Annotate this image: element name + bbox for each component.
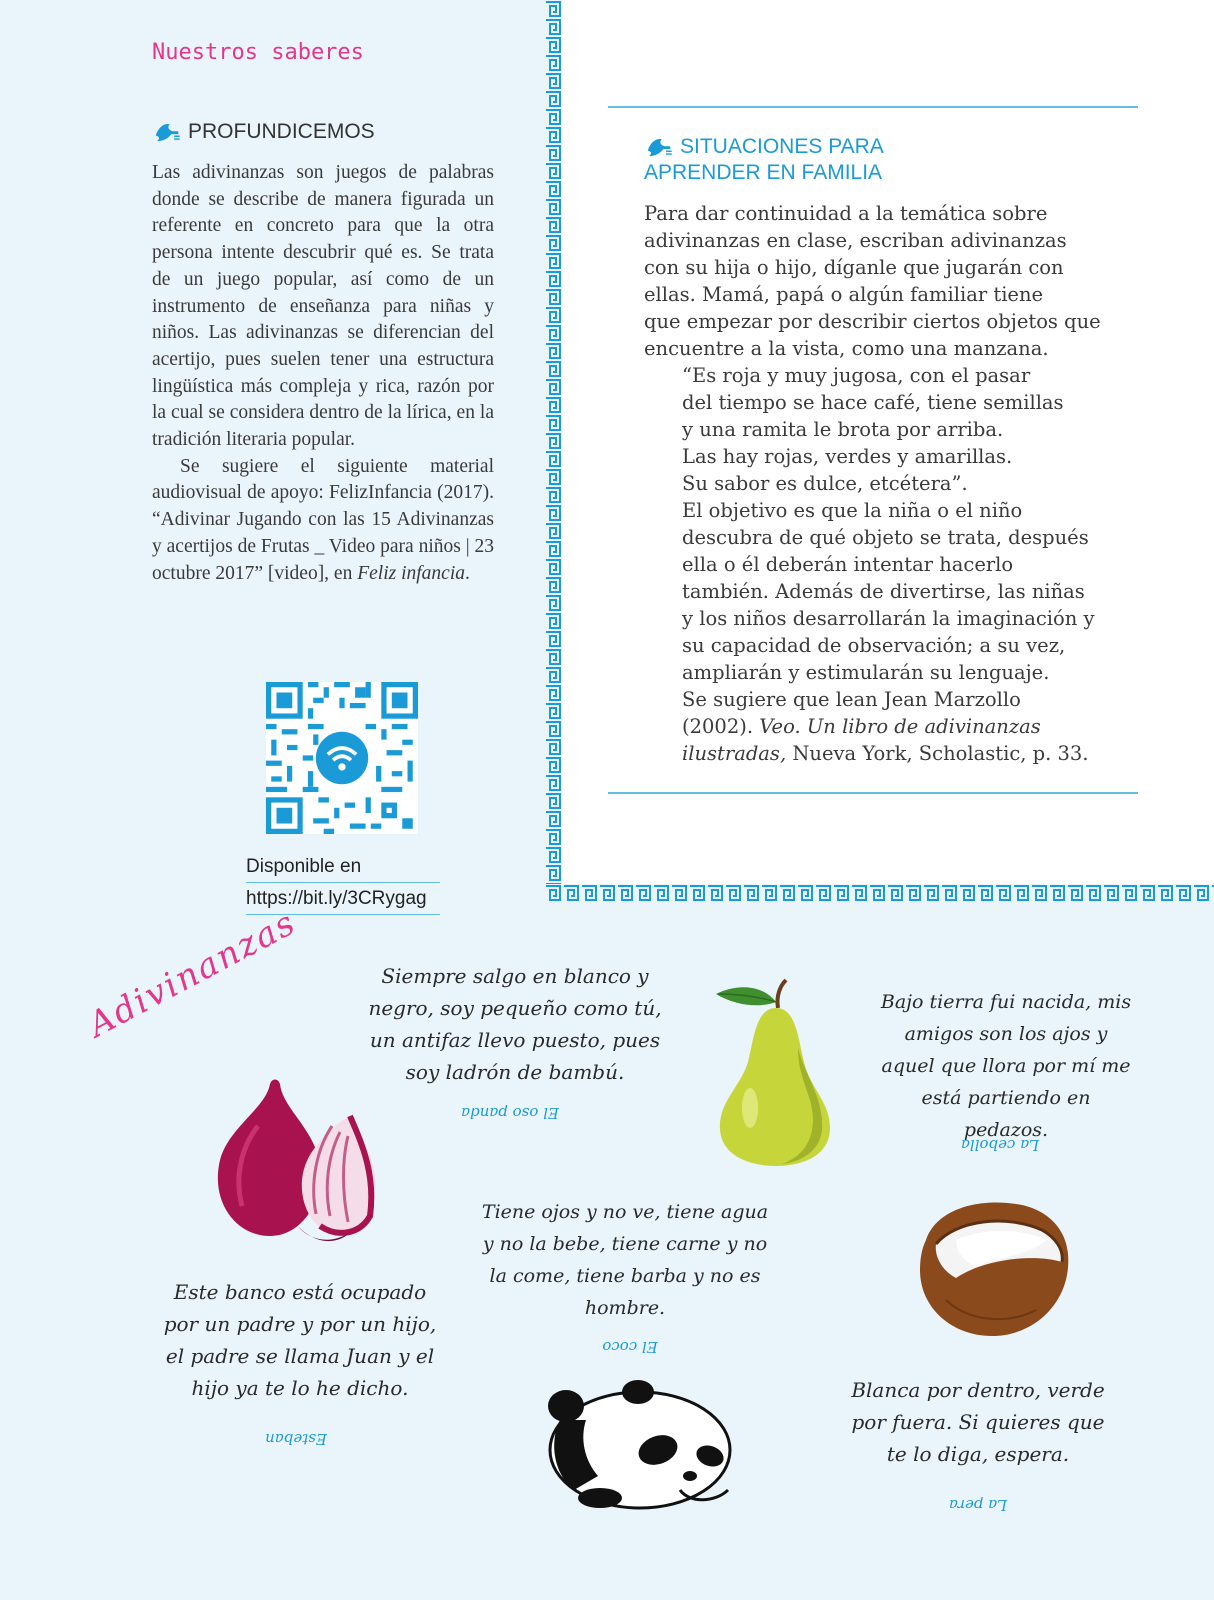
riddle-panda-text: Siempre salgo en blanco y negro, soy pequeño como tú, un antifaz llevo puesto, pues soy ladrón de bambú. [368, 964, 662, 1084]
family-bottom-divider [608, 792, 1138, 794]
riddle-esteban-text: Este banco está ocupado por un padre y por un hijo, el padre se llama Juan y el hijo ya te lo he dicho. [163, 1280, 437, 1400]
riddle-panda-answer: El oso panda [461, 1104, 559, 1122]
riddle-coconut-answer: El coco [602, 1338, 658, 1356]
family-heading [644, 134, 884, 160]
bird-icon [152, 120, 182, 144]
family-paragraph-3: El objetivo es que la niña o el niño descubra de qué objeto se trata, después ella o él deberán intentar hacerlo también. Además de divertirse, las niñas y los niños desarrollarán la imaginación y su capacidad de observación; a su vez, ampliarán y estimularán su lenguaje. [682, 499, 1095, 684]
riddle-coconut-text: Tiene ojos y no ve, tiene agua y no la bebe, tiene carne y no la come, tiene barba y no es hombre. [481, 1201, 769, 1319]
section-label: Nuestros saberes [152, 40, 364, 65]
bird-icon [644, 135, 674, 159]
available-label: Disponible en [246, 856, 362, 877]
riddle-pear-answer: La pera [948, 1496, 1008, 1514]
available-url[interactable]: https://bit.ly/3CRygag [246, 888, 427, 909]
panda-illustration [540, 1380, 750, 1510]
greek-key-border-horizontal [544, 884, 1214, 902]
family-top-divider [608, 106, 1138, 108]
onion-illustration [200, 1076, 390, 1246]
family-paragraph-4: Se sugiere que lean Jean Marzollo (2002). Veo. Un libro de adivinanzas ilustradas, Nueva York, Scholastic, p. 33. [682, 688, 1089, 765]
coconut-illustration [916, 1200, 1076, 1340]
book-title: Veo. Un libro de adivinanzas ilustradas, [682, 715, 1041, 765]
profundicemos-paragraph-2: Se sugiere el siguiente material audiovisual de apoyo: FelizInfancia (2017). “Adivinar Jugando con las 15 Adivinanzas y acertijos de Frutas _ Video para niños | 23 octubre 2017” [video], en Feliz infancia. [152, 455, 494, 584]
qr-code[interactable] [266, 682, 418, 834]
pear-illustration [706, 978, 836, 1168]
riddle-esteban-answer: Esteban [265, 1430, 327, 1448]
family-paragraph-1: Para dar continuidad a la temática sobre adivinanzas en clase, escriban adivinanzas con su hija o hijo, díganle que jugarán con ellas. Mamá, papá o algún familiar tiene que empezar por describir ciertos objetos que encuentre a la vista, como una manzana. [644, 202, 1101, 360]
riddles-title: Adivinanzas [82, 902, 303, 1046]
family-title-line-1: SITUACIONES PARA [680, 135, 884, 158]
family-text [644, 200, 1144, 767]
profundicemos-title: PROFUNDICEMOS [188, 120, 375, 143]
riddle-onion-text: Bajo tierra fui nacida, mis amigos son los ajos y aquel que llora por mí me está partiendo en pedazos. [880, 991, 1132, 1141]
source-title: Feliz infancia [357, 562, 465, 584]
riddle-onion-answer: La cebolla [960, 1136, 1040, 1154]
greek-key-border-vertical [544, 0, 562, 884]
profundicemos-paragraph-1: Las adivinanzas son juegos de palabras donde se describe de manera figurada un referente en concreto para que la otra persona intente descubrir qué es. Se trata de un juego popular, así como de un instrumento de enseñanza para niñas y niños. Las adivinanzas se diferencian del acertijo, pues suelen tener una estructura lingüística más compleja y rica, razón por la cual se considera dentro de la lírica, en la tradición literaria popular. [152, 162, 494, 451]
profundicemos-text [152, 160, 494, 587]
profundicemos-heading [152, 120, 375, 144]
family-quote: “Es roja y muy jugosa, con el pasar del tiempo se hace café, tiene semillas y una ramita le brota por arriba. Las hay rojas, verdes y amarillas. Su sabor es dulce, etcétera”. [682, 364, 1064, 495]
riddle-pear-text: Blanca por dentro, verde por fuera. Si quieres que te lo diga, espera. [851, 1378, 1105, 1466]
family-title-line-2: APRENDER EN FAMILIA [644, 161, 883, 184]
